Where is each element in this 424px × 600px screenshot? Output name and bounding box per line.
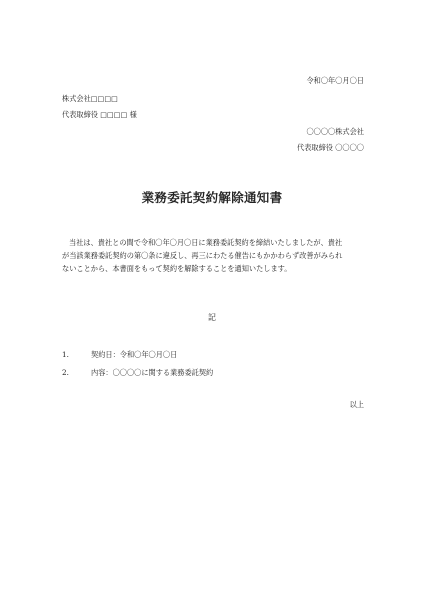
body-paragraph xyxy=(62,236,364,275)
document-title: 業務委託契約解除通知書 xyxy=(141,190,283,205)
list-item-text: 内容：〇〇〇〇に関する業務委託契約 xyxy=(91,368,214,377)
document-date: 令和〇年〇月〇日 xyxy=(306,76,364,85)
sender-representative: 代表取締役 〇〇〇〇 xyxy=(297,143,364,152)
list-item-number: 2. xyxy=(62,368,69,377)
body-line: 当社は、貴社との間で令和〇年〇月〇日に業務委託契約を締結いたしましたが、貴社 xyxy=(69,238,343,247)
recipient-representative: 代表取締役 □□□□ 様 xyxy=(62,110,137,119)
closing-text: 以上 xyxy=(349,400,364,409)
ki-heading: 記 xyxy=(208,313,216,322)
recipient-company: 株式会社□□□□ xyxy=(62,94,118,103)
sender-company: 〇〇〇〇株式会社 xyxy=(306,127,364,136)
list-item-text: 契約日：令和〇年〇月〇日 xyxy=(91,350,178,359)
body-line: ないことから、本書面をもって契約を解除することを通知いたします。 xyxy=(62,264,292,273)
body-line: が当該業務委託契約の第〇条に違反し、再三にわたる催告にもかかわらず改善がみられ xyxy=(62,251,343,260)
list-item-number: 1. xyxy=(62,350,69,359)
